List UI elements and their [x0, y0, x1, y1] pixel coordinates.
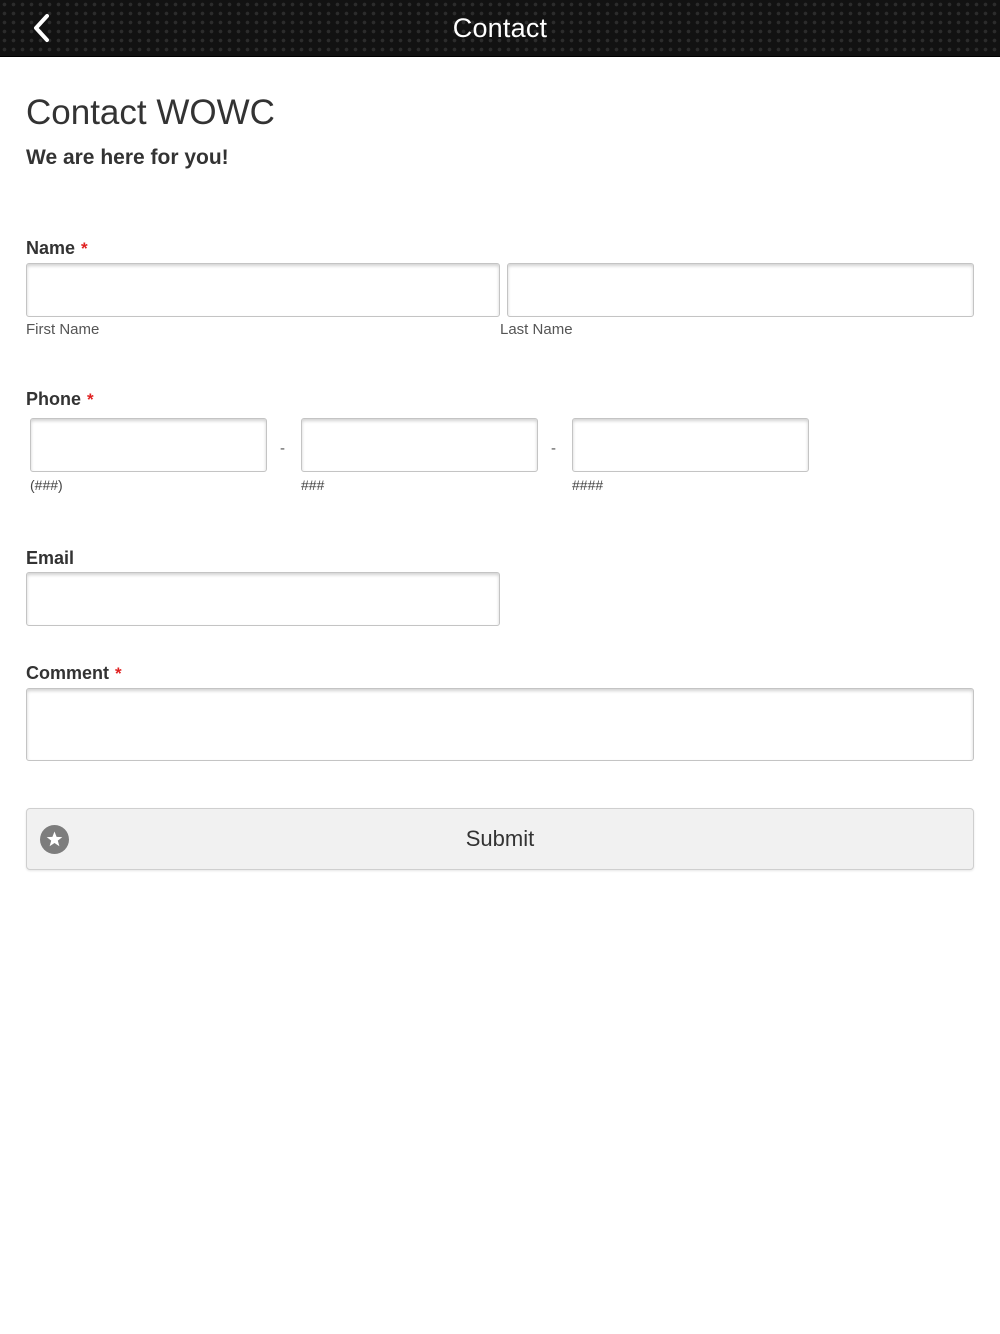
phone-prefix-sublabel: ### [301, 477, 325, 493]
phone-prefix-input[interactable] [301, 418, 538, 472]
first-name-sublabel: First Name [26, 321, 100, 338]
comment-textarea[interactable] [26, 688, 974, 761]
phone-label [26, 389, 94, 410]
last-name-input[interactable] [507, 263, 974, 317]
nav-title: Contact [452, 13, 548, 43]
page-subtitle: We are here for you! [26, 146, 229, 169]
phone-line-number-sublabel: #### [572, 477, 604, 493]
comment-label-text: Comment [26, 663, 110, 683]
page-title: Contact WOWC [26, 93, 275, 132]
required-marker: * [81, 239, 88, 258]
phone-separator: - [551, 440, 556, 457]
required-marker: * [115, 664, 122, 683]
email-input[interactable] [26, 572, 500, 626]
required-marker: * [87, 390, 94, 409]
comment-label [26, 663, 122, 684]
phone-area-code-input[interactable] [30, 418, 267, 472]
first-name-input[interactable] [26, 263, 500, 317]
navigation-bar [0, 0, 1000, 57]
phone-area-code-sublabel: (###) [30, 477, 63, 493]
submit-button-label: Submit [465, 826, 535, 851]
submit-button[interactable] [26, 808, 974, 870]
name-label [26, 238, 88, 259]
last-name-sublabel: Last Name [500, 321, 573, 338]
email-label: Email [26, 548, 75, 568]
phone-label-text: Phone [26, 389, 82, 409]
phone-line-number-input[interactable] [572, 418, 809, 472]
name-label-text: Name [26, 238, 76, 258]
phone-separator: - [280, 440, 285, 457]
